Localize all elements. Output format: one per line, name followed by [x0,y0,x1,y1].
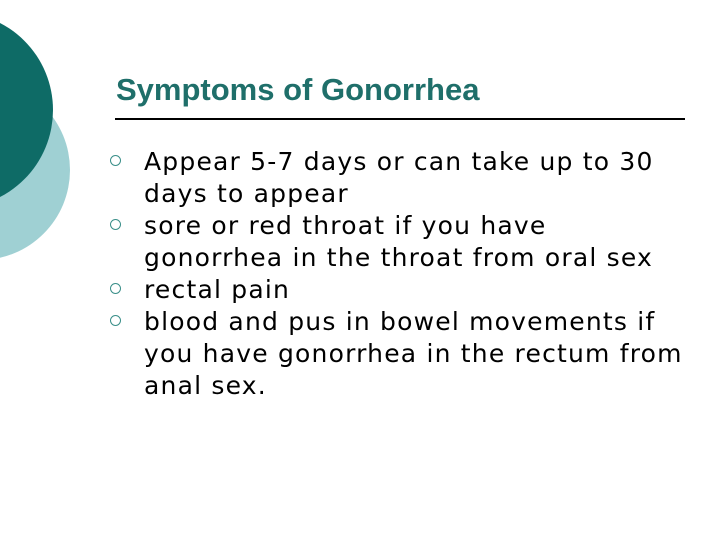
circle-bullet-icon [110,315,121,326]
bullet-text: blood and pus in bowel movements if you have gonorrhea in the rectum from anal sex. [144,307,683,400]
circle-bullet-icon [110,219,121,230]
circle-bullet-icon [110,155,121,166]
slide-title: Symptoms of Gonorrhea [116,72,480,107]
bullet-list [110,146,690,402]
bullet-item [110,274,690,306]
circle-bullet-icon [110,283,121,294]
bullet-item [110,306,690,402]
bullet-text: sore or red throat if you have gonorrhea in the throat from oral sex [144,211,653,272]
bullet-text: rectal pain [144,275,291,304]
title-divider [115,118,685,120]
bullet-text: Appear 5-7 days or can take up to 30 days to appear [144,147,654,208]
bullet-item [110,146,690,210]
bullet-item [110,210,690,274]
decorative-circles [0,0,110,300]
